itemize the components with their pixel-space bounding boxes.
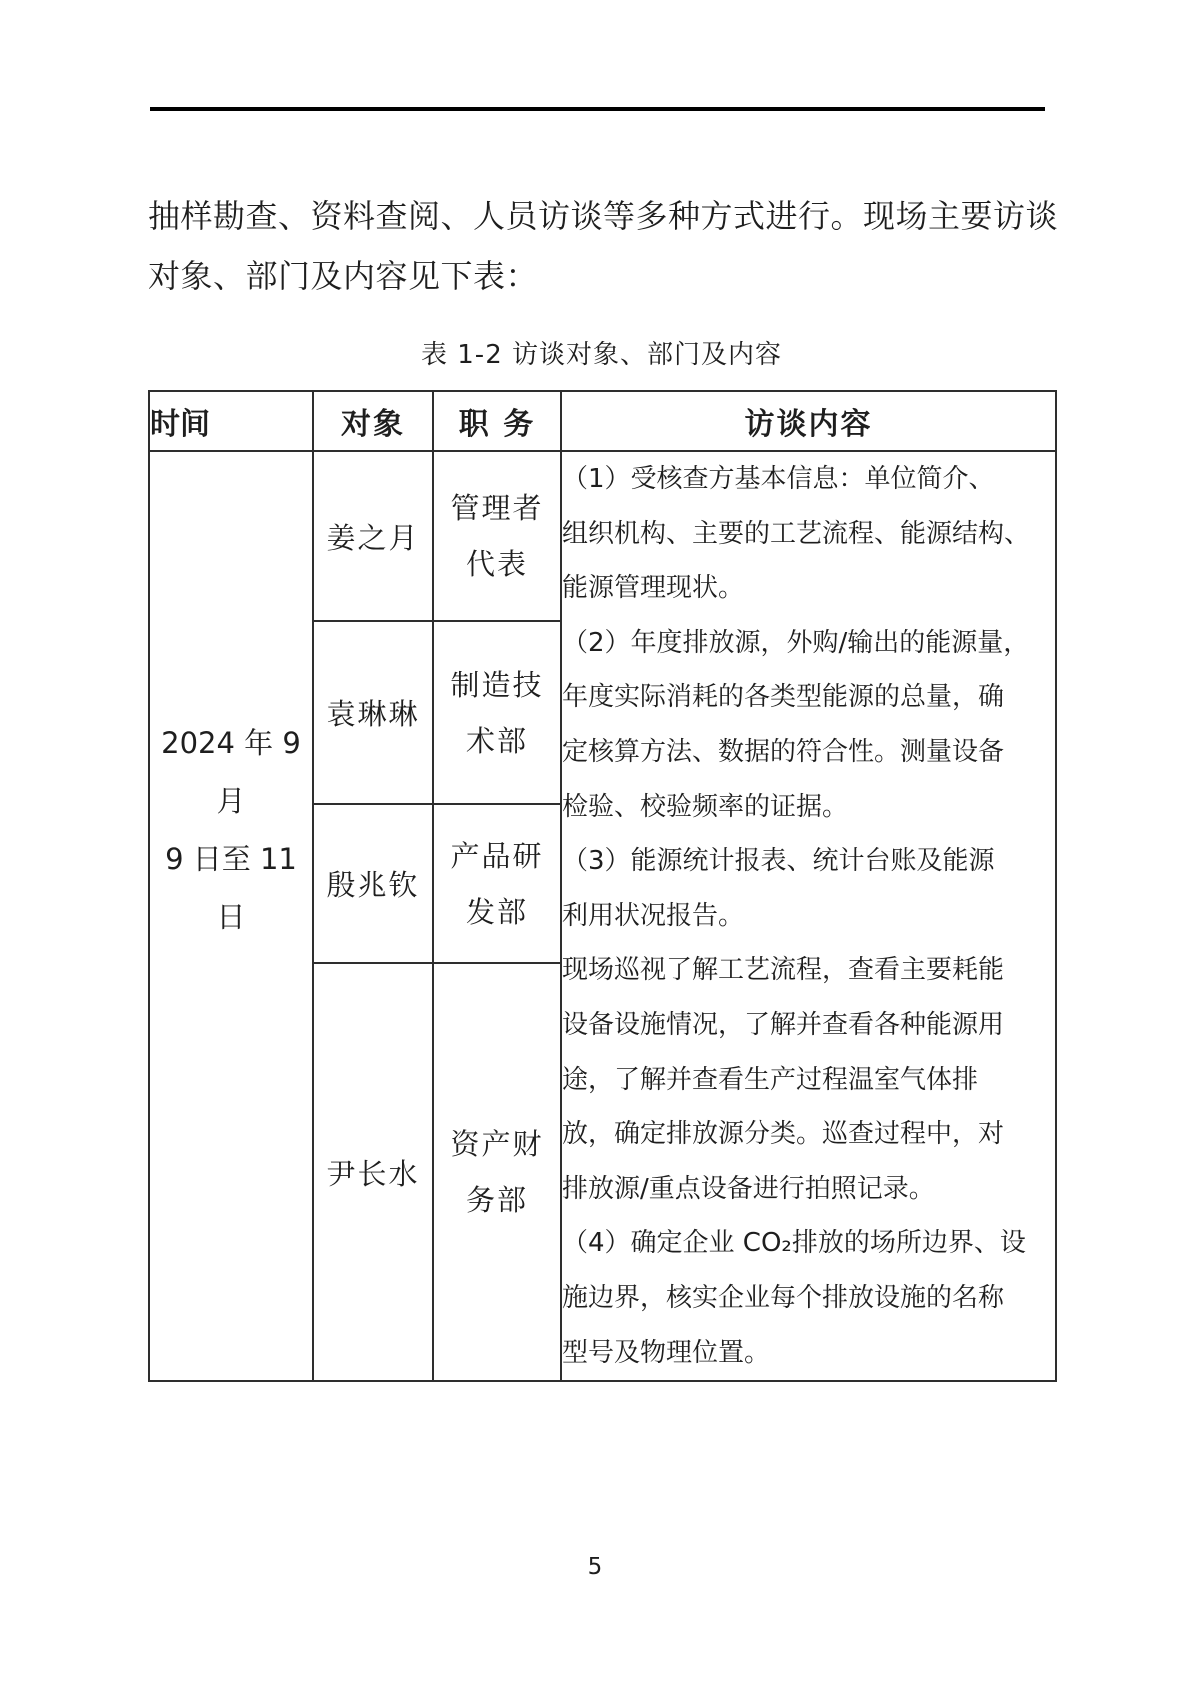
position-cell — [433, 804, 561, 963]
time-line: 9 日至 11 日 — [165, 842, 297, 935]
content-line: 设备设施情况，了解并查看各种能源用 — [562, 1009, 1005, 1040]
col-header-content: 访谈内容 — [561, 391, 1056, 451]
subject-cell: 袁琳琳 — [313, 621, 433, 804]
time-text — [150, 714, 312, 946]
time-cell — [149, 451, 313, 1381]
intro-line: 对象、部门及内容见下表： — [148, 257, 539, 295]
col-header-position: 职 务 — [433, 391, 561, 451]
position-line: 管理者 — [450, 491, 544, 525]
content-line: 放，确定排放源分类。巡查过程中，对 — [562, 1119, 1005, 1150]
header-rule — [150, 107, 1045, 111]
content-line: 组织机构、主要的工艺流程、能源结构、 — [562, 518, 1031, 549]
content-line: 排放源/重点设备进行拍照记录。 — [562, 1173, 935, 1204]
interview-table — [148, 390, 1057, 1382]
page-number: 5 — [587, 1554, 603, 1580]
content-line: （1）受核查方基本信息：单位简介、 — [562, 464, 995, 494]
intro-line: 抽样勘查、资料查阅、人员访谈等多种方式进行。现场主要访谈 — [148, 197, 1059, 235]
table-caption: 表 1-2 访谈对象、部门及内容 — [421, 340, 782, 370]
col-header-subject: 对象 — [313, 391, 433, 451]
content-line: 检验、校验频率的证据。 — [562, 791, 849, 822]
table-header-row — [149, 391, 1056, 451]
col-header-time: 时间 — [149, 391, 313, 451]
position-line: 产品研 — [450, 838, 544, 873]
content-line: 施边界，核实企业每个排放设施的名称 — [562, 1282, 1005, 1313]
content-line: 能源管理现状。 — [562, 573, 745, 604]
subject-cell: 殷兆钦 — [313, 804, 433, 963]
position-line: 发部 — [465, 894, 528, 929]
position-cell — [433, 451, 561, 621]
content-line: 途，了解并查看生产过程温室气体排 — [562, 1064, 979, 1095]
time-line: 2024 年 9 月 — [161, 726, 301, 819]
interview-content-cell — [561, 451, 1056, 1381]
content-line: 利用状况报告。 — [562, 900, 745, 931]
subject-cell: 姜之月 — [313, 451, 433, 621]
position-cell — [433, 621, 561, 804]
content-line: （4）确定企业 CO₂排放的场所边界、设 — [562, 1228, 1026, 1259]
interview-table-wrapper — [148, 390, 1057, 1382]
content-line: 型号及物理位置。 — [562, 1337, 771, 1368]
position-cell — [433, 963, 561, 1381]
position-line: 资产财 — [450, 1127, 544, 1162]
position-line: 务部 — [465, 1183, 528, 1218]
position-line: 制造技 — [450, 667, 544, 702]
content-line: 现场巡视了解工艺流程，查看主要耗能 — [562, 955, 1005, 986]
content-line: 年度实际消耗的各类型能源的总量，确 — [562, 682, 1005, 713]
table-row — [149, 451, 1056, 621]
subject-cell: 尹长水 — [313, 963, 433, 1381]
position-line: 术部 — [465, 723, 528, 758]
content-line: （2）年度排放源，外购/输出的能源量， — [562, 627, 1030, 658]
intro-paragraph — [148, 186, 1059, 306]
content-line: （3）能源统计报表、统计台账及能源 — [562, 846, 995, 877]
position-line: 代表 — [465, 547, 528, 581]
content-line: 定核算方法、数据的符合性。测量设备 — [562, 736, 1005, 767]
